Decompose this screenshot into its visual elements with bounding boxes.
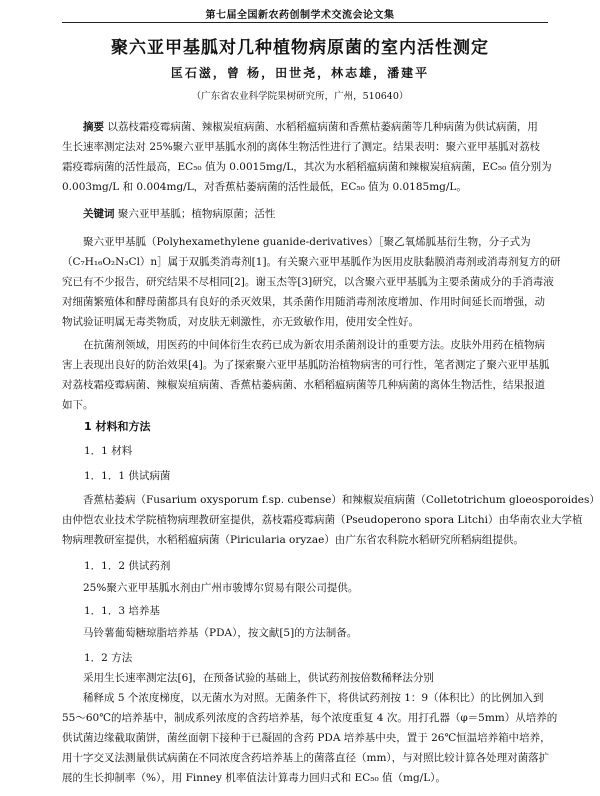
abstract-line: 0.003mg/L 和 0.004mg/L，对香蕉枯萎病菌的活性最低，EC₅₀ 值为 0.0185mg/L。 bbox=[62, 181, 467, 193]
text-line: 物试验证明属无毒类物质，对皮肤无刺激性，亦无致敏作用，使用安全性好。 bbox=[62, 316, 419, 328]
intro-paragraph-2 bbox=[62, 335, 548, 415]
medium-paragraph bbox=[62, 623, 548, 643]
keywords-text: 聚六亚甲基胍；植物病原菌；活性 bbox=[117, 208, 276, 220]
strains-paragraph bbox=[62, 490, 600, 550]
text-line: 稀释成 5 个浓度梯度，以无菌水为对照。无菌条件下，将供试药剂按 1：9（体积比）的比例加入到 bbox=[83, 692, 544, 704]
keywords bbox=[62, 204, 548, 224]
text-line: 香蕉枯萎病（Fusarium oxysporum f.sp. cubense）和辣椒炭疽病菌（Colletotrichum gloeosporoides） bbox=[83, 494, 600, 506]
text-line: 55～60℃的培养基中，制成系列浓度的含药培养基，每个浓度重复 4 次。用打孔器（φ＝5mm）从培养的 bbox=[62, 712, 558, 724]
text-line: 对荔枝霜疫霉病菌、辣椒炭疽病菌、香蕉枯萎病菌、水稻稻瘟病菌等几种病菌的离体生物活性，结果报道 bbox=[62, 379, 545, 391]
paper-title: 聚六亚甲基胍对几种植物病原菌的室内活性测定 bbox=[111, 38, 489, 58]
intro-paragraph-1 bbox=[62, 232, 561, 332]
subsubsection-heading: 1．1．1 供试病菌 bbox=[84, 470, 171, 482]
abstract bbox=[62, 117, 552, 197]
text-line: 害上表现出良好的防治效果[4]。为了探索聚六亚甲基胍防治植物病害的可行性，笔者测定了聚六亚甲基胍 bbox=[62, 359, 550, 371]
text-line: 对细菌繁殖体和酵母菌都具有良好的杀灭效果，其杀菌作用随消毒剂浓度增加、作用时间延长而增强，动 bbox=[62, 296, 545, 308]
abstract-line: 生长速率测定法对 25%聚六亚甲基胍水剂的离体生物活性进行了测定。结果表明：聚六亚甲基胍对荔枝 bbox=[62, 141, 541, 153]
abstract-line: 霜疫霉病菌的活性最高，EC₅₀ 值为 0.0015mg/L，其次为水稻稻瘟病菌和辣椒炭疽病菌，EC₅₀ 值分别为 bbox=[62, 161, 552, 173]
text-line: 物病理教研室提供，水稻稻瘟病菌（Piricularia oryzae）由广东省农科院水稻研究所稻病组提供。 bbox=[62, 534, 524, 546]
subsection-heading: 1．2 方法 bbox=[84, 652, 133, 664]
text-line: 供试菌边缘截取菌饼，菌丝面朝下接种于已凝固的含药 PDA 培养基中央，置于 26℃恒温培养箱中培养， bbox=[62, 732, 551, 744]
text-line: 马铃薯葡萄糖琼脂培养基（PDA），按文献[5]的方法制备。 bbox=[83, 627, 358, 639]
text-line: 采用生长速率测定法[6]，在预备试验的基础上，供试药剂按倍数稀释法分别 bbox=[83, 672, 434, 684]
method-paragraph bbox=[62, 668, 558, 788]
text-line: （C₇H₁₆O₂N₃Cl）n］属于双胍类消毒剂[1]。有关聚六亚甲基胍作为医用皮肤黏膜消毒剂或消毒剂复方的研 bbox=[62, 256, 561, 268]
agent-paragraph bbox=[62, 578, 548, 598]
subsubsection-heading: 1．1．3 培养基 bbox=[84, 605, 160, 617]
authors: 匡石滋，曾 杨，田世尧，林志雄，潘建平 bbox=[170, 66, 430, 80]
affiliation: （广东省农业科学院果树研究所，广州，510640） bbox=[191, 91, 409, 102]
text-line: 25%聚六亚甲基胍水剂由广州市骏博尔贸易有限公司提供。 bbox=[83, 582, 359, 594]
abstract-line: 摘要 以荔枝霜疫霉病菌、辣椒炭疽病菌、水稻稻瘟病菌和香蕉枯萎病菌等几种病菌为供试病菌，用 bbox=[83, 121, 538, 133]
text-line: 由仲恺农业技术学院植物病理教研室提供，荔枝霜疫霉病菌（Pseudoperono spora Litchi）由华南农业大学植 bbox=[62, 514, 583, 526]
text-line: 究已有不少报告，研究结果不尽相同[2]。谢玉杰等[3]研究，以含聚六亚甲基胍为主要杀菌成分的手消毒液 bbox=[62, 276, 554, 288]
text-line: 在抗菌剂领域，用医药的中间体衍生农药已成为新农用杀菌剂设计的重要方法。皮肤外用药在植物病 bbox=[83, 339, 545, 351]
abstract-label: 摘要 bbox=[83, 121, 104, 133]
text-line: 如下。 bbox=[62, 399, 94, 411]
text-line: 用十字交叉法测量供试病菌在不同浓度含药培养基上的菌落直径（mm），与对照比较计算各处理对菌落扩 bbox=[62, 752, 550, 764]
running-head: 第七届全国新农药创制学术交流会论文集 bbox=[205, 10, 395, 21]
header-rule bbox=[62, 22, 548, 23]
text-line: 展的生长抑制率（%），用 Finney 机率值法计算毒力回归式和 EC₅₀ 值（mg/L）。 bbox=[62, 772, 446, 784]
section-heading: 1 材料和方法 bbox=[84, 420, 151, 433]
subsubsection-heading: 1．1．2 供试药剂 bbox=[84, 560, 171, 572]
subsection-heading: 1．1 材料 bbox=[84, 445, 133, 457]
keywords-label: 关键词 bbox=[83, 208, 115, 220]
text-line: 聚六亚甲基胍（Polyhexamethylene guanide-derivatives）［聚乙氧烯胍基衍生物，分子式为 bbox=[83, 236, 531, 248]
